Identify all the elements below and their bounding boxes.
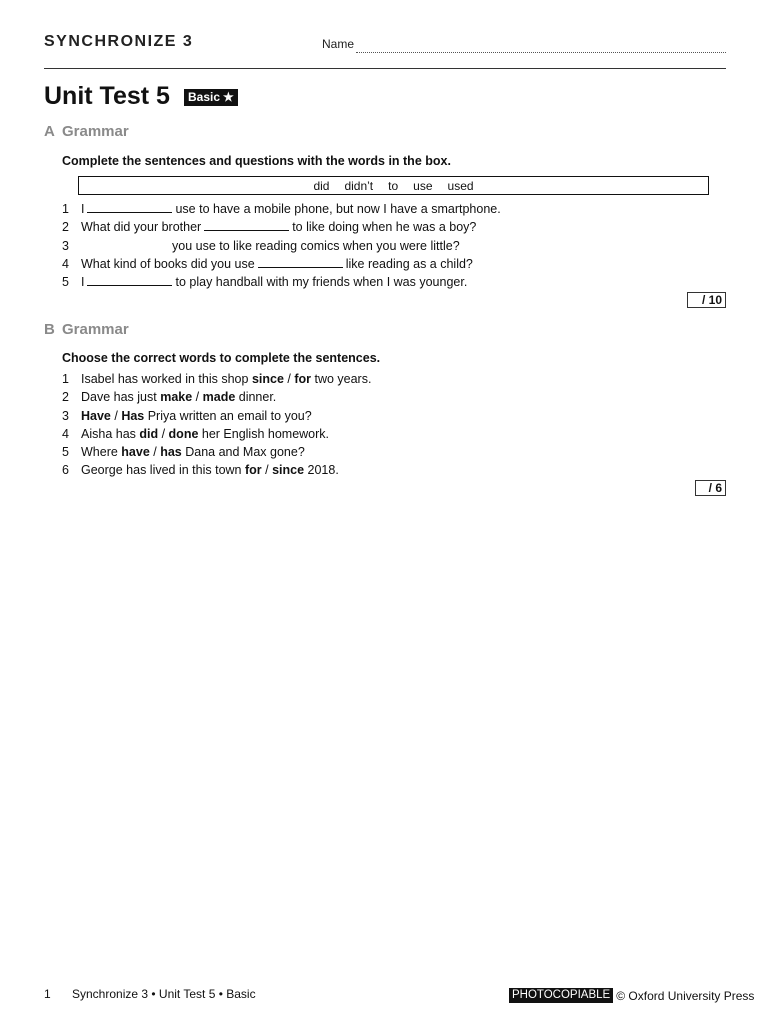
list-item [62,388,371,406]
section-a-list [62,200,501,291]
item-number: 3 [62,408,69,423]
list-item [62,425,371,443]
item-text-part: Priya written an email to you? [144,408,312,423]
word-box-word: use [413,178,433,193]
level-badge [184,89,238,106]
item-number: 4 [62,426,69,441]
list-item [62,370,371,388]
item-number: 4 [62,256,69,271]
page-title: Unit Test 5 [44,82,170,110]
name-label: Name [322,37,355,51]
item-text-part: / [149,445,161,460]
item-text-part: Where [81,445,122,460]
item-text-part: Dave has just [81,390,161,405]
item-number: 1 [62,372,69,386]
list-item [62,237,501,255]
list-item [62,273,501,291]
list-item [62,461,371,479]
section-b-score-box: / 6 [695,480,726,496]
section-b-heading [44,321,129,338]
choice-option[interactable]: Have [81,408,111,423]
name-field-line[interactable] [356,52,726,53]
item-text [81,218,476,236]
item-text-after: you use to like reading comics when you were little? [172,238,460,253]
item-text [81,425,329,443]
section-b-letter: B [44,321,55,338]
item-text [81,407,312,425]
item-text-after: use to have a mobile phone, but now I have a smartphone. [175,202,501,216]
item-text-after: to like doing when he was a boy? [292,220,477,235]
item-text [81,273,467,291]
item-text-part: Aisha has [81,426,140,441]
item-number: 5 [62,445,69,460]
level-badge-label: Basic [188,90,221,104]
section-b-instruction: Choose the correct words to complete the sentences. [62,351,381,365]
item-text-part: Isabel has worked in this shop [81,372,252,386]
section-a-instruction: Complete the sentences and questions with the words in the box. [62,154,451,168]
item-text-part: dinner. [235,390,277,405]
footer-right [509,988,754,1003]
choice-option[interactable]: made [202,390,236,405]
section-b-list [62,370,371,480]
choice-option[interactable]: done [168,426,199,441]
item-text-part: 2018. [304,463,339,478]
item-number: 2 [62,390,69,405]
item-text [81,255,473,273]
item-number: 5 [62,275,69,290]
item-text-before: What did your brother [81,220,202,235]
item-number: 3 [62,238,69,253]
item-text-part: Dana and Max gone? [181,445,305,460]
item-text-after: to play handball with my friends when I was younger. [175,275,468,290]
item-text-before: What kind of books did you use [81,256,255,271]
list-item [62,255,501,273]
word-box-word: didn’t [344,178,374,193]
item-text [81,443,305,461]
answer-blank[interactable] [84,237,169,250]
section-a-title: Grammar [62,123,129,140]
section-b-title: Grammar [62,321,129,338]
section-a-letter: A [44,123,55,140]
item-number: 6 [62,463,69,478]
answer-blank[interactable] [258,255,343,268]
item-number: 2 [62,220,69,235]
choice-option[interactable]: has [160,445,182,460]
item-text-part: / [261,463,273,478]
brand-logo: SYNCHRONIZE 3 [44,33,194,50]
page-number: 1 [44,987,51,1001]
copyright-text: © Oxford University Press [616,988,755,1003]
item-text-part: George has lived in this town [81,463,245,478]
photocopiable-badge: PHOTOCOPIABLE [509,988,613,1003]
header-divider [44,68,726,69]
choice-option[interactable]: since [251,372,284,386]
choice-option[interactable]: make [160,390,193,405]
item-text-before: I [81,202,85,216]
item-text-part: two years. [311,372,372,386]
footer-title: Synchronize 3 • Unit Test 5 • Basic [72,987,256,1001]
word-box-word: to [388,178,399,193]
section-a-score-box: / 10 [687,292,726,308]
item-text-after: like reading as a child? [345,256,473,271]
choice-option[interactable]: did [139,426,159,441]
word-box-word: did [313,178,330,193]
item-text-part: / [158,426,169,441]
item-text-part: / [283,372,295,386]
item-text-part: / [110,408,122,423]
item-text-before: I [81,275,85,290]
list-item [62,218,501,236]
choice-option[interactable]: Has [121,408,145,423]
item-number: 1 [62,202,69,216]
star-icon: ★ [223,90,234,104]
item-text [81,461,339,479]
item-text [81,388,276,406]
choice-option[interactable]: for [244,463,262,478]
answer-blank[interactable] [204,218,289,231]
section-a-heading [44,123,129,140]
list-item [62,443,371,461]
word-box [78,176,709,195]
item-text-part: her English homework. [198,426,330,441]
answer-blank[interactable] [87,200,172,213]
choice-option[interactable]: since [272,463,305,478]
answer-blank[interactable] [87,273,172,286]
choice-option[interactable]: for [294,372,311,386]
word-box-word: used [447,178,474,193]
item-text [81,370,371,388]
footer-left [44,987,256,1001]
list-item [62,200,501,218]
item-text [81,200,501,218]
choice-option[interactable]: have [121,445,150,460]
item-text [81,237,460,255]
list-item [62,407,371,425]
item-text-part: / [192,390,203,405]
